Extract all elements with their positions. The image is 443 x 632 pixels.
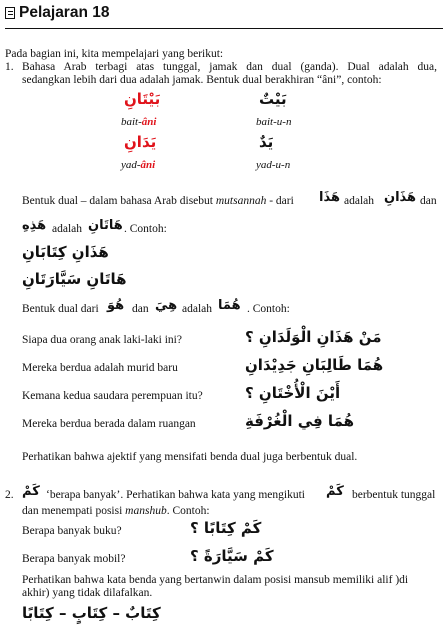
dual-arabic-1: بَيْتَانِ: [124, 90, 161, 108]
dual-arabic-2: يَدَانِ: [124, 133, 157, 151]
arabic-hatani: هَاتَانِ: [88, 218, 123, 233]
item2-note-line1: Perhatikan bahwa kata benda yang bertanwin dalam posisi mansub memiliki alif )di: [22, 574, 409, 586]
title-underline: [5, 28, 443, 29]
example-arabic-2: هَاتَانِ سَيَّارَتَانِ: [22, 270, 127, 288]
sentence-arabic-2: هُمَا طَالِبَانِ جَدِيْدَانِ: [245, 356, 384, 374]
intro-text: Pada bagian ini, kita mempelajari yang berikut:: [5, 48, 224, 60]
pronoun-text-adalah: adalah: [182, 303, 213, 315]
dual-translit-1: bait-âni: [121, 116, 157, 128]
arabic-hadzihi: هَذِهِ: [22, 218, 47, 233]
sentence-arabic-4: هُمَا فِي الْغُرْفَةِ: [245, 412, 355, 430]
sentence-text-2: Mereka berdua adalah murid baru: [22, 362, 178, 374]
word-dan-1: dan: [420, 195, 437, 207]
sentence-arabic-3: أَيْنَ الْأُخْتَانِ ؟: [245, 384, 341, 402]
question-text-1: Berapa banyak buku?: [22, 525, 122, 537]
page-title-text: Pelajaran 18: [19, 4, 110, 21]
arabic-huma: هُمَا: [218, 298, 241, 313]
question-arabic-2: كَمْ سَيَّارَةً ؟: [190, 547, 274, 565]
sentence-arabic-1: مَنْ هَذَانِ الْوَلَدَانِ ؟: [245, 328, 382, 346]
arabic-huwa: هُوَ: [107, 298, 125, 313]
item2-line2: dan menempati posisi manshub. Contoh:: [22, 505, 210, 517]
word-adalah-2: adalah: [52, 223, 83, 235]
example-arabic-1: هَذَانِ كِتَابَانِ: [22, 243, 109, 261]
arabic-hiya: هِيَ: [155, 298, 178, 313]
arabic-kam-1: كَمْ: [22, 484, 40, 499]
contoh-label-2: . Contoh:: [247, 303, 290, 315]
sentence-text-1: Siapa dua orang anak laki-laki ini?: [22, 334, 182, 346]
item2-number: 2.: [5, 489, 14, 501]
item1-line2: sedangkan lebih dari dua adalah jamak. Bentuk dual berakhiran “âni”, contoh:: [22, 74, 382, 86]
pronoun-text-a: Bentuk dual dari: [22, 303, 99, 315]
page-title: [5, 4, 109, 22]
single-arabic-2: يَدٌ: [259, 133, 274, 151]
word-adalah-1: adalah: [344, 195, 375, 207]
item2-line1-b: berbentuk tunggal: [352, 489, 436, 501]
arabic-hadza: هَذَا: [319, 190, 340, 205]
dual-text-line1: Bentuk dual – dalam bahasa Arab disebut mutsannah - dari: [22, 195, 294, 207]
question-arabic-1: كَمْ كِتَابًا ؟: [190, 519, 262, 537]
contoh-label-1: . Contoh:: [124, 223, 167, 235]
sentence-text-3: Kemana kedua saudara perempuan itu?: [22, 390, 203, 402]
single-translit-1: bait-u-n: [256, 116, 292, 128]
item1-line1: Bahasa Arab terbagi atas tunggal, jamak dan dual (ganda). Dual adalah dua,: [22, 61, 437, 73]
arabic-hadzani: هَذَانِ: [384, 190, 417, 205]
item2-note-line2: akhir) yang tidak dilafalkan.: [22, 587, 153, 599]
item1-number: 1.: [5, 61, 14, 73]
document-icon: [5, 7, 15, 19]
single-arabic-1: بَيْتٌ: [259, 90, 287, 108]
pronoun-text-dan: dan: [132, 303, 149, 315]
question-text-2: Berapa banyak mobil?: [22, 553, 126, 565]
dual-translit-2: yad-âni: [121, 159, 156, 171]
kitab-forms: كِتَابٌ – كِتَابٍ – كِتَابًا: [22, 604, 161, 622]
sentence-text-4: Mereka berdua berada dalam ruangan: [22, 418, 196, 430]
item1-note: Perhatikan bahwa ajektif yang mensifati benda dual juga berbentuk dual.: [22, 451, 358, 463]
item2-line1-a: ‘berapa banyak’. Perhatikan bahwa kata yang mengikuti: [46, 489, 305, 501]
arabic-kam-2: كَمْ: [326, 484, 344, 499]
single-translit-2: yad-u-n: [256, 159, 291, 171]
